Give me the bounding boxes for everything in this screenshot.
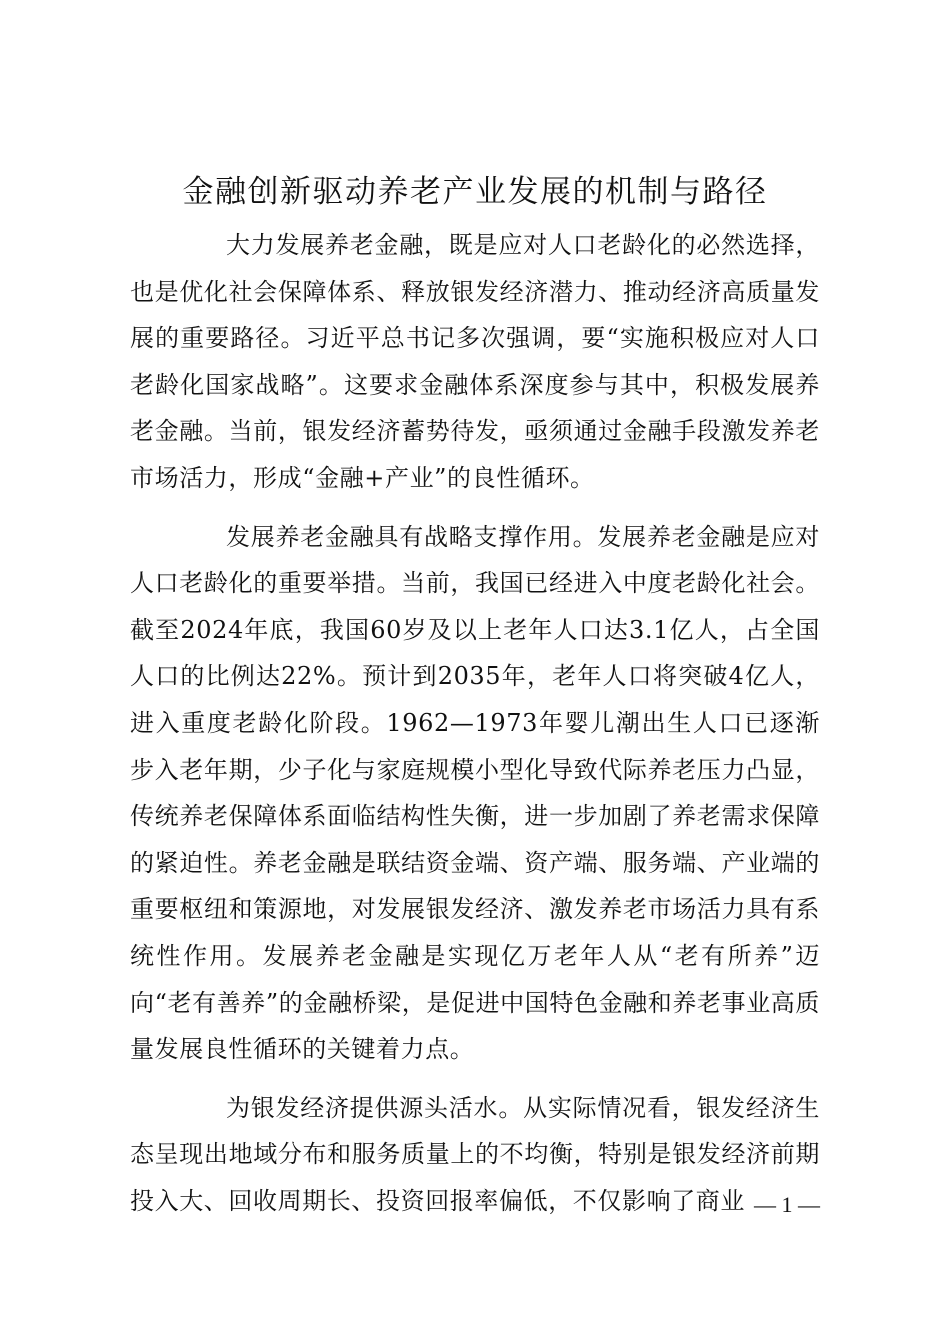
document-title: 金融创新驱动养老产业发展的机制与路径 — [182, 174, 768, 210]
paragraph: 发展养老金融具有战略支撑作用。发展养老金融是应对人口老龄化的重要举措。当前，我国已经进入中度老龄化社会。截至2024年底，我国60岁及以上老年人口达3.1亿人，占全国人口的比例达22%。预计到2035年，老年人口将突破4亿人，进入重度老龄化阶段。1962—1973年婴儿潮出生人口已逐渐步入老年期，少子化与家庭规模小型化导致代际养老压力凸显，传统养老保障体系面临结构性失衡，进一步加剧了养老需求保障的紧迫性。养老金融是联结资金端、资产端、服务端、产业端的重要枢纽和策源地，对发展银发经济、激发养老市场活力具有系统性作用。发展养老金融是实现亿万老年人从“老有所养”迈向“老有善养”的金融桥梁，是促进中国特色金融和养老事业高质量发展良性循环的关键着力点。 — [130, 522, 820, 1064]
paragraph: 大力发展养老金融，既是应对人口老龄化的必然选择，也是优化社会保障体系、释放银发经济潜力、推动经济高质量发展的重要路径。习近平总书记多次强调，要“实施积极应对人口老龄化国家战略”。这要求金融体系深度参与其中，积极发展养老金融。当前，银发经济蓄势待发，亟须通过金融手段激发养老市场活力，形成“金融+产业”的良性循环。 — [130, 231, 820, 492]
paragraph: 为银发经济提供源头活水。从实际情况看，银发经济生态呈现出地域分布和服务质量上的不均衡，特别是银发经济前期投入大、回收周期长、投资回报率偏低，不仅影响了商业 — [130, 1093, 820, 1215]
page-number: — 1 — — [754, 1192, 820, 1217]
document-body — [130, 222, 820, 1224]
